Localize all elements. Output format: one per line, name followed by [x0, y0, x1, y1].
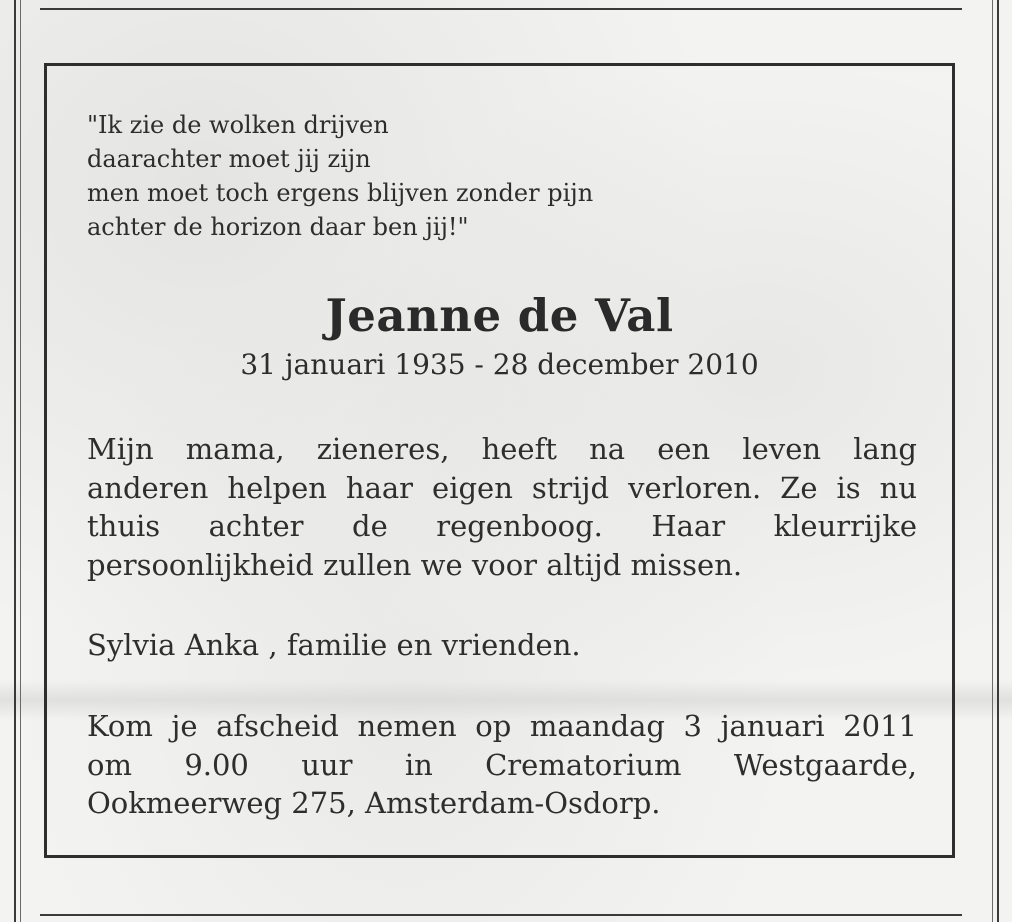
message-line: anderen helpen haar eigen strijd verloren. Ze is nu: [87, 470, 917, 505]
poem-line: achter de horizon daar ben jij!": [87, 213, 469, 241]
column-rule-right-thin: [992, 0, 993, 922]
poem-line: daarachter moet jij zijn: [87, 145, 371, 173]
message-line: Mijn mama, zieneres, heeft na een leven lang: [87, 432, 917, 466]
message-line: persoonlijkheid zullen we voor altijd missen.: [87, 547, 743, 582]
column-rule-right: [997, 0, 999, 922]
obituary-notice: [44, 63, 955, 858]
message-line: thuis achter de regenboog. Haar kleurrijke: [87, 509, 917, 543]
farewell-line: Ookmeerweg 275, Amsterdam-Osdorp.: [87, 786, 661, 820]
column-rule-left-thin: [20, 0, 21, 922]
farewell-line: Kom je afscheid nemen op maandag 3 januari 2011: [87, 709, 917, 743]
poem: [87, 108, 593, 244]
poem-line: "Ik zie de wolken drijven: [87, 111, 389, 139]
poem-line: men moet toch ergens blijven zonder pijn: [87, 179, 594, 207]
signature: [87, 626, 917, 665]
life-dates: 31 januari 1935 - 28 december 2010: [240, 348, 759, 381]
farewell-line: om 9.00 uur in Crematorium Westgaarde,: [87, 747, 917, 782]
signature-line: Sylvia Anka , familie en vrienden.: [87, 628, 581, 662]
column-rule-left: [14, 0, 16, 922]
bottom-rule: [40, 914, 962, 916]
top-rule: [40, 8, 962, 10]
farewell-paragraph: [87, 707, 917, 823]
message-paragraph: [87, 430, 917, 584]
deceased-name: Jeanne de Val: [325, 289, 674, 342]
